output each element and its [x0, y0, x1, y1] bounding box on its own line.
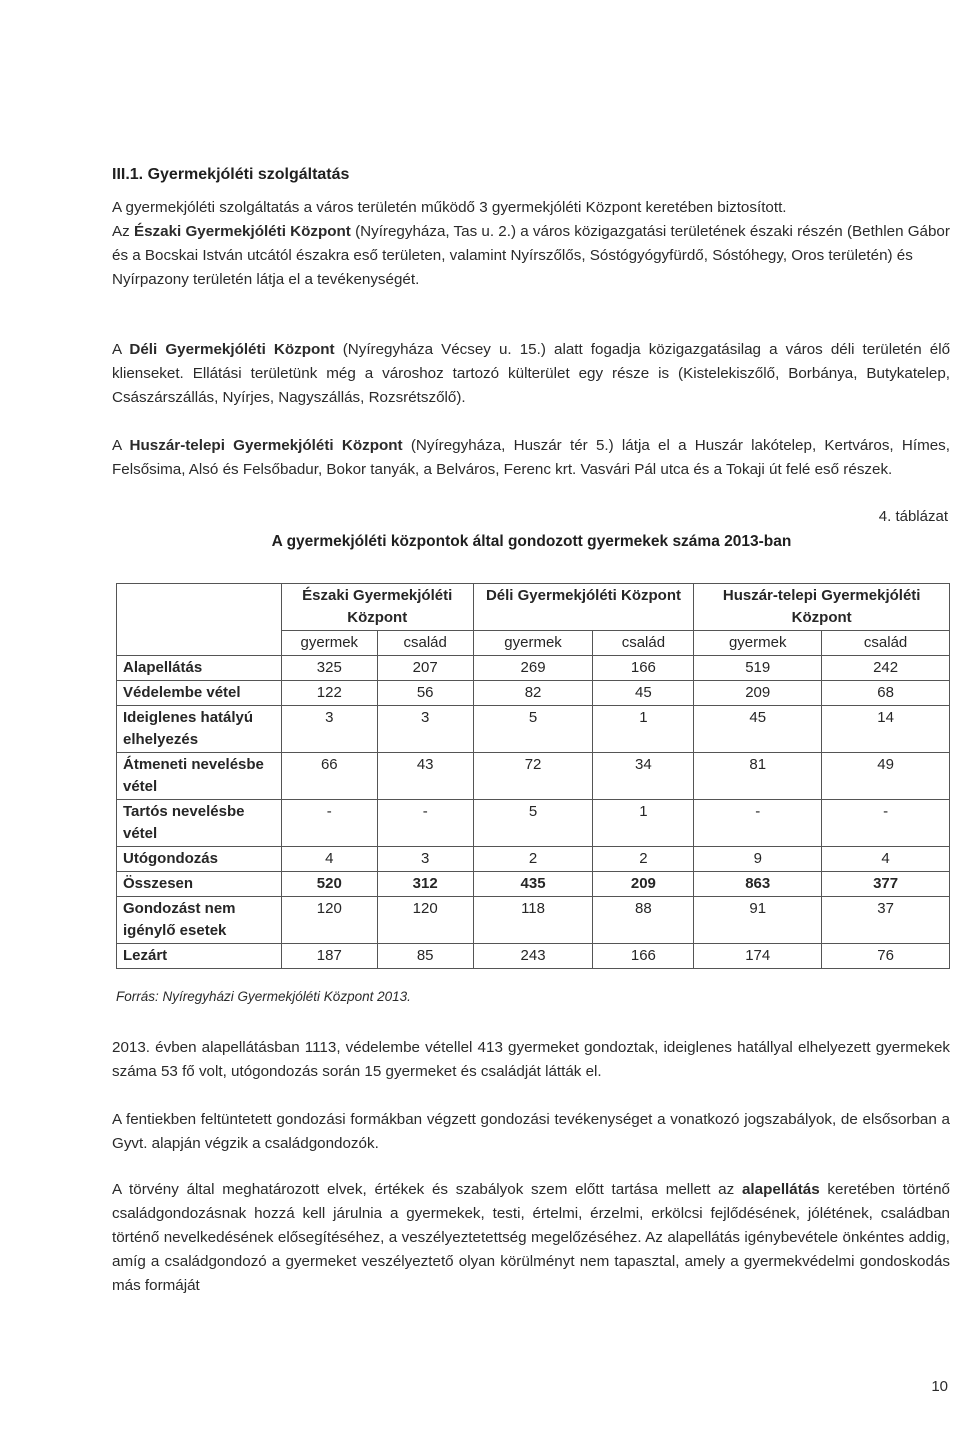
table-label: 4. táblázat	[878, 508, 948, 525]
table-source: Forrás: Nyíregyházi Gyermekjóléti Központ 2013.	[116, 989, 411, 1004]
table-cell: 187	[281, 944, 377, 969]
table-cell: 37	[822, 897, 950, 944]
table-cell: 68	[822, 681, 950, 706]
row-label: Gondozást nem igénylő esetek	[117, 897, 282, 944]
table-cell: 5	[473, 800, 593, 847]
row-label: Összesen	[117, 872, 282, 897]
sub-header-cell: gyermek	[694, 631, 822, 656]
group-header-eszaki: Északi Gyermekjóléti Központ	[281, 584, 473, 631]
table-cell: -	[281, 800, 377, 847]
table-cell: 863	[694, 872, 822, 897]
table-cell: 435	[473, 872, 593, 897]
table-cell: 9	[694, 847, 822, 872]
table-cell: 269	[473, 656, 593, 681]
table-cell: 2	[593, 847, 694, 872]
table-cell: 520	[281, 872, 377, 897]
table-row	[117, 897, 950, 944]
group-header-deli: Déli Gyermekjóléti Központ	[473, 584, 694, 631]
table-cell: 174	[694, 944, 822, 969]
summary-paragraph: 2013. évben alapellátásban 1113, védelembe vétellel 413 gyermeket gondoztak, ideiglenes hatállyal elhelyezett gyermekek száma 53 fő volt, utógondozás során 15 gyermeket és családját látták el.	[112, 1039, 950, 1080]
table-cell: 4	[822, 847, 950, 872]
table-row	[117, 800, 950, 847]
table-cell: 4	[281, 847, 377, 872]
table-cell: 72	[473, 753, 593, 800]
sub-header-cell: család	[377, 631, 473, 656]
law-text-pre: A törvény által meghatározott elvek, értékek és szabályok szem előtt tartása mellett az	[112, 1181, 742, 1198]
table-cell: 34	[593, 753, 694, 800]
table-cell: 312	[377, 872, 473, 897]
children-table	[116, 583, 950, 969]
table-cell: 1	[593, 800, 694, 847]
table-cell: 56	[377, 681, 473, 706]
table-row	[117, 656, 950, 681]
table-cell: 3	[281, 706, 377, 753]
page-number: 10	[931, 1378, 948, 1395]
table-cell: 120	[377, 897, 473, 944]
sub-header-cell: család	[593, 631, 694, 656]
table-row	[117, 872, 950, 897]
section-heading: III.1. Gyermekjóléti szolgáltatás	[112, 166, 350, 183]
huszar-text-pre: A	[112, 437, 130, 454]
intro-text-post: (Nyíregyháza, Tas u. 2.) a város közigazgatási területének északi részén (Bethlen Gábor és a Bocskai István utcától északra eső területen, valamint Nyírszőlős, Sóstógyógyfürdő, Sóstóhegy, Oros területén) és Nyírpazony területén látja el a tevékenységét.	[112, 223, 950, 288]
row-label: Alapellátás	[117, 656, 282, 681]
row-label: Ideiglenes hatályú elhelyezés	[117, 706, 282, 753]
table-cell: 76	[822, 944, 950, 969]
huszar-text-post: (Nyíregyháza, Huszár tér 5.) látja el a Huszár lakótelep, Kertváros, Hímes, Felsősima, Alsó és Felsőbadur, Bokor tanyák, a Belváros, Ferenc krt. Vasvári Pál utca és a Tokaji út felé eső részek.	[112, 437, 950, 478]
table-cell: 81	[694, 753, 822, 800]
law-paragraph	[112, 1178, 950, 1298]
table-cell: 519	[694, 656, 822, 681]
deli-text-pre: A	[112, 341, 130, 358]
table-cell: 66	[281, 753, 377, 800]
table-cell: 82	[473, 681, 593, 706]
law-text-post: keretében történő családgondozásnak hozzá kell járulnia a gyermekek, testi, értelmi, érzelmi, erkölcsi fejlődésének, jólétének, családban történő nevelkedésének elősegítéséhez, a veszélyeztetettség megelőzéséhez. Az alapellátás igénybevétele önkéntes addig, amíg a családgondozó a gyermeket veszélyeztető olyan körülményt nem tapasztal, amely a gyermekvédelmi gondoskodás más formáját	[112, 1181, 950, 1294]
table-cell: 243	[473, 944, 593, 969]
sub-header-cell: gyermek	[281, 631, 377, 656]
intro-line: A gyermekjóléti szolgáltatás a város területén működő 3 gyermekjóléti Központ keretében biztosított.	[112, 199, 787, 216]
table-cell: 122	[281, 681, 377, 706]
table-cell: -	[822, 800, 950, 847]
deli-center-name: Déli Gyermekjóléti Központ	[129, 341, 335, 358]
huszar-center-name: Huszár-telepi Gyermekjóléti Központ	[129, 437, 403, 454]
row-label: Átmeneti nevelésbe vétel	[117, 753, 282, 800]
table-cell: 91	[694, 897, 822, 944]
table-cell: 49	[822, 753, 950, 800]
intro-text-pre: Az	[112, 223, 134, 240]
table-cell: 5	[473, 706, 593, 753]
group-header-huszar: Huszár-telepi Gyermekjóléti Központ	[694, 584, 950, 631]
table-cell: 45	[694, 706, 822, 753]
table-cell: 209	[593, 872, 694, 897]
row-label: Védelembe vétel	[117, 681, 282, 706]
table-cell: 14	[822, 706, 950, 753]
table-cell: 2	[473, 847, 593, 872]
table-title: A gyermekjóléti központok által gondozott gyermekek száma 2013-ban	[271, 533, 792, 550]
table-cell: 45	[593, 681, 694, 706]
table-row	[117, 753, 950, 800]
table-row	[117, 944, 950, 969]
table-cell: 207	[377, 656, 473, 681]
sub-header-cell: család	[822, 631, 950, 656]
deli-paragraph	[112, 338, 950, 410]
table-row	[117, 706, 950, 753]
intro-center-name: Északi Gyermekjóléti Központ	[133, 223, 351, 240]
table-cell: -	[694, 800, 822, 847]
huszar-paragraph	[112, 434, 950, 482]
methods-paragraph: A fentiekben feltüntetett gondozási formákban végzett gondozási tevékenységet a vonatkozó jogszabályok, de elsősorban a Gyvt. alapján végzik a családgondozók.	[112, 1111, 950, 1152]
table-cell: 118	[473, 897, 593, 944]
table-cell: 43	[377, 753, 473, 800]
table-row	[117, 847, 950, 872]
table-cell: 166	[593, 944, 694, 969]
sub-header-cell: gyermek	[473, 631, 593, 656]
law-bold-term: alapellátás	[741, 1181, 820, 1198]
table-cell: 3	[377, 706, 473, 753]
row-label: Utógondozás	[117, 847, 282, 872]
table-cell: 88	[593, 897, 694, 944]
deli-text-post: (Nyíregyháza Vécsey u. 15.) alatt fogadja közigazgatásilag a város déli területén élő klienseket. Ellátási területünk még a városhoz tartozó külterület egy része is (Kistelekiszőlő, Borbánya, Butykatelep, Császárszállás, Nyírjes, Nagyszállás, Rozsrétszőlő).	[112, 341, 951, 406]
table-cell: 1	[593, 706, 694, 753]
intro-paragraph	[112, 196, 950, 292]
table-row	[117, 681, 950, 706]
table-cell: 120	[281, 897, 377, 944]
table-cell: 3	[377, 847, 473, 872]
row-label: Lezárt	[117, 944, 282, 969]
table-cell: 85	[377, 944, 473, 969]
table-corner-cell	[117, 584, 282, 656]
table-cell: 166	[593, 656, 694, 681]
row-label: Tartós nevelésbe vétel	[117, 800, 282, 847]
table-cell: 325	[281, 656, 377, 681]
table-group-header-row	[117, 584, 950, 631]
table-cell: -	[377, 800, 473, 847]
table-cell: 377	[822, 872, 950, 897]
table-cell: 209	[694, 681, 822, 706]
table-body	[117, 656, 950, 969]
table-cell: 242	[822, 656, 950, 681]
